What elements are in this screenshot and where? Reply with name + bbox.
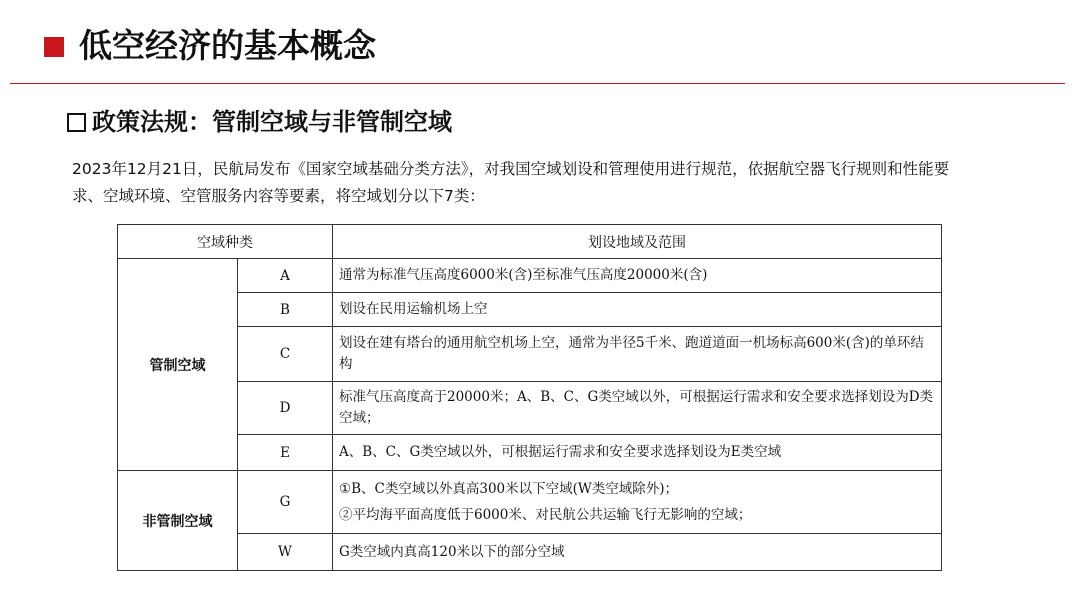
scope-cell xyxy=(333,327,942,382)
class-cell: B xyxy=(238,293,333,327)
header-designation-scope: 划设地域及范围 xyxy=(333,225,942,259)
table-row xyxy=(118,259,942,293)
scope-line: A、B、C、G类空域以外，可根据运行需求和安全要求选择划设为E类空域 xyxy=(339,444,782,460)
table-row xyxy=(118,382,942,435)
table-row xyxy=(118,471,942,534)
class-cell: G xyxy=(238,471,333,534)
class-cell: A xyxy=(238,259,333,293)
checkbox-square-icon xyxy=(67,113,86,132)
class-cell: E xyxy=(238,435,333,471)
title-divider xyxy=(10,83,1065,84)
table-header-row xyxy=(118,225,942,259)
header-airspace-type: 空域种类 xyxy=(118,225,333,259)
scope-line: 划设在民用运输机场上空 xyxy=(339,301,488,317)
scope-line: G类空域内真高120米以下的部分空域 xyxy=(339,543,565,560)
class-cell: D xyxy=(238,382,333,435)
scope-line: 通常为标准气压高度6000米(含)至标准气压高度20000米(含) xyxy=(339,267,708,283)
scope-cell xyxy=(333,435,942,471)
page-title: 低空经济的基本概念 xyxy=(79,26,376,65)
table-row xyxy=(118,293,942,327)
intro-paragraph: 2023年12月21日，民航局发布《国家空域基础分类方法》，对我国空域划设和管理使用进行规范，依据航空器飞行规则和性能要求、空域环境、空管服务内容等要素，将空域划分以下7类： xyxy=(72,160,950,205)
category-controlled-airspace: 管制空域 xyxy=(118,259,238,471)
class-cell: C xyxy=(238,327,333,382)
section-subtitle-text: 政策法规：管制空域与非管制空域 xyxy=(92,108,452,136)
table-row xyxy=(118,534,942,571)
table-row xyxy=(118,327,942,382)
scope-cell xyxy=(333,471,942,534)
scope-line: 标准气压高度高于20000米；A、B、C、G类空域以外，可根据运行需求和安全要求选择划设为D类空域； xyxy=(339,389,934,426)
scope-cell xyxy=(333,259,942,293)
scope-cell xyxy=(333,293,942,327)
title-bullet-square xyxy=(44,37,64,57)
scope-line: ②平均海平面高度低于6000米、对民航公共运输飞行无影响的空域； xyxy=(339,506,752,523)
scope-cell xyxy=(333,534,942,571)
table-row xyxy=(118,435,942,471)
scope-line: ①B、C类空域以外真高300米以下空域(W类空域除外)； xyxy=(339,480,679,497)
category-uncontrolled-airspace: 非管制空域 xyxy=(118,471,238,571)
scope-line: 划设在建有塔台的通用航空机场上空，通常为半径5千米、跑道道面一机场标高600米(含)的单环结构 xyxy=(339,335,924,372)
section-subtitle xyxy=(67,104,452,140)
class-cell: W xyxy=(238,534,333,571)
airspace-classification-table xyxy=(117,224,942,571)
scope-cell xyxy=(333,382,942,435)
